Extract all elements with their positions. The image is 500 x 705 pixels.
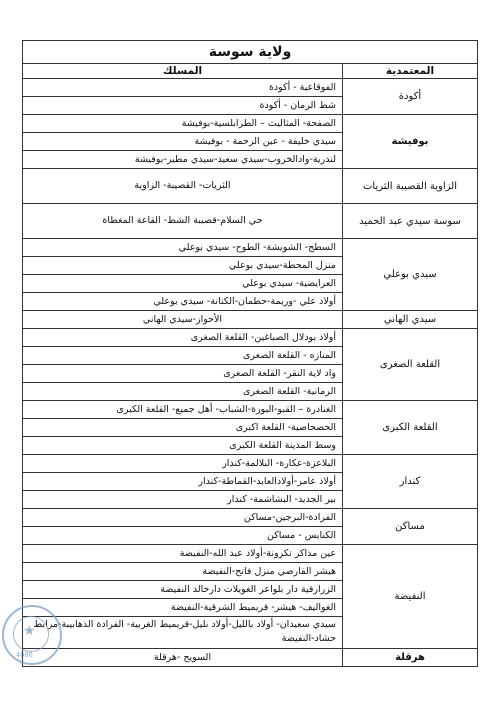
table-row <box>23 509 478 545</box>
maslak-list <box>23 169 342 203</box>
maslak-cell <box>23 311 343 329</box>
mutamadia-cell: الزاوية القصيبة الثريات <box>343 169 478 204</box>
table-row <box>23 239 478 311</box>
header-mutamadia: المعتمدية <box>343 64 478 79</box>
maslak-line: الفرادة-البرجين-مساكن <box>23 509 342 527</box>
maslak-cell <box>23 239 343 311</box>
maslak-cell <box>23 115 343 169</box>
mutamadia-cell: هرقلة <box>343 649 478 667</box>
maslak-line: الصفحة- المثاليث – الطرابلسية-بوفيشة <box>23 115 342 133</box>
maslak-line: أولاد علي -وريمة-حطمان-الكنانة- سيدي بوعلي <box>153 296 336 307</box>
stamp-star-icon: ★ <box>23 623 36 639</box>
maslak-line: حي السلام-قصيبة الشط- القاعة المغطاة <box>102 215 263 226</box>
maslak-cell <box>23 329 343 401</box>
table-row <box>23 329 478 401</box>
table-row <box>23 311 478 329</box>
mutamadia-cell: القلعة الصغرى <box>343 329 478 401</box>
maslak-list <box>23 545 342 648</box>
maslak-line: بير الجديد- البشاشمة- كندار <box>227 494 336 505</box>
maslak-list <box>23 79 342 114</box>
maslak-list <box>23 115 342 168</box>
maslak-cell <box>23 169 343 204</box>
mutamadia-cell: سيدي الهاني <box>343 311 478 329</box>
header-row <box>23 64 478 79</box>
official-stamp <box>2 605 62 665</box>
maslak-line: واد لاية النقر- القلعة الصغرى <box>23 365 342 383</box>
table-row <box>23 169 478 204</box>
table-row <box>23 455 478 509</box>
maslak-line: العرايضية- سيدي بوعلي <box>23 275 342 293</box>
table-row <box>23 401 478 455</box>
mutamadia-cell: سيدي بوعلي <box>343 239 478 311</box>
maslak-list <box>23 401 342 454</box>
maslak-line: الغنادرة – القبو-البورة-الشباب- أهل جميع- القلعة الكبرى <box>23 401 342 419</box>
maslak-list <box>23 329 342 400</box>
table-row <box>23 649 478 667</box>
maslak-list <box>23 509 342 544</box>
table-row <box>23 204 478 239</box>
mutamadia-cell: كندار <box>343 455 478 509</box>
mutamadia-cell: أكودة <box>343 79 478 115</box>
maslak-line: سيدي خليفة - عين الرحمة - بوفيشة <box>23 133 342 151</box>
title-row <box>23 41 478 64</box>
maslak-line: السطح- الشويشة- الطوح- سيدي بوعلي <box>23 239 342 257</box>
maslak-line: الفوقاعية - أكودة <box>23 79 342 97</box>
maslak-line: الرمانية- القلعة الصغرى <box>242 386 336 397</box>
maslak-cell <box>23 455 343 509</box>
maslak-line: هيشر القارصي منزل فاتح-النفيضة <box>23 563 342 581</box>
maslak-list <box>23 204 342 238</box>
maslak-line: الأحواز-سيدي الهاني <box>142 314 223 325</box>
maslak-line: الغواليف- هيشر- قريميط الشرقية-النفيضة <box>23 599 342 617</box>
maslak-list <box>23 311 342 328</box>
maslak-line: عين مذاكر تكرونة-أولاد عبد الله-النفيضة <box>23 545 342 563</box>
maslak-line: شط الرمان - أكودة <box>259 100 336 111</box>
maslak-line: سيدي سعيدان- أولاد بالليل-أولاد نليل-قريميط الغربية- الفرادة الذهابيبة-مرابط حشاد-النفيضة <box>33 619 336 644</box>
maslak-cell <box>23 79 343 115</box>
maslak-line: أولاد عامر-أولادالعابد-القماطة-كندار <box>23 473 342 491</box>
maslak-line: أولاد بودلال الصباغين- القلعة الصغرى <box>23 329 342 347</box>
mutamadia-cell: النفيضة <box>343 545 478 649</box>
maslak-list <box>23 239 342 310</box>
table-row <box>23 79 478 115</box>
mutamadia-cell: بوفيشة <box>343 115 478 169</box>
maslak-line: منزل المحطة-سيدي بوعلي <box>23 257 342 275</box>
table-title: ولاية سوسة <box>23 41 478 64</box>
maslak-line: الكنايس - مساكن <box>267 530 336 541</box>
maslak-cell <box>23 509 343 545</box>
maslak-line: المنازه - القلعة الصغرى <box>23 347 342 365</box>
maslak-line: السويح -هرقلة <box>153 652 212 663</box>
maslak-cell <box>23 545 343 649</box>
maslak-cell <box>23 204 343 239</box>
table-row <box>23 115 478 169</box>
stamp-code: 4006 <box>16 651 33 659</box>
maslak-cell <box>23 649 343 667</box>
maslak-line: الزرارقية دار بلواعر الغويلات دارخالد النفيضة <box>23 581 342 599</box>
maslak-line: الثريات- القصيبة- الزاوية <box>134 180 231 191</box>
maslak-list <box>23 649 342 666</box>
maslak-line: وسط المدينة القلعة الكبرى <box>229 440 336 451</box>
table-row <box>23 545 478 649</box>
maslak-list <box>23 455 342 508</box>
mutamadia-cell: سوسة سيدي عبد الحميد <box>343 204 478 239</box>
maslak-line: البلاعزة-عكارة- البلالمة-كندار <box>23 455 342 473</box>
mutamadia-cell: القلعة الكبرى <box>343 401 478 455</box>
routes-table <box>22 40 478 667</box>
maslak-line: لندرية-وادالخروب-سيدي سعيد-سيدي مطير-بوفيشة <box>134 154 336 165</box>
mutamadia-cell: مساكن <box>343 509 478 545</box>
header-maslak: المسلك <box>23 64 343 79</box>
maslak-cell <box>23 401 343 455</box>
maslak-line: الحصحاصية- القلعة اكبرى <box>23 419 342 437</box>
